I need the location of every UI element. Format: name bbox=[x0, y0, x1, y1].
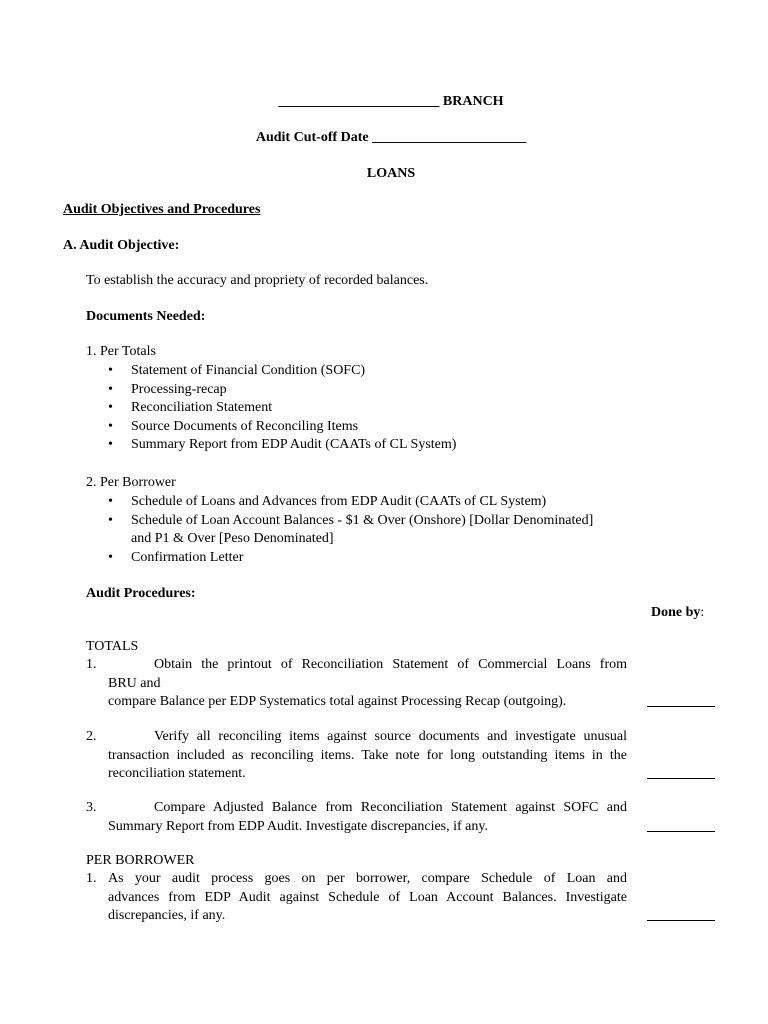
totals-heading: TOTALS bbox=[86, 639, 139, 654]
procedure-line: Verify all reconciling items against source documents and investigate unusual bbox=[154, 729, 627, 744]
procedure-text bbox=[108, 799, 627, 836]
procedures-heading: Audit Procedures: bbox=[86, 586, 196, 601]
documents-heading: Documents Needed: bbox=[86, 309, 206, 324]
bullet-icon: • bbox=[108, 549, 113, 565]
procedure-number: 1. bbox=[86, 871, 97, 886]
list-item bbox=[108, 493, 593, 512]
procedure-line: compare Balance per EDP Systematics total against Processing Recap (outgoing). bbox=[108, 694, 567, 709]
procedure-line: reconciliation statement. bbox=[108, 766, 246, 781]
list-item-text: and P1 & Over [Peso Denominated] bbox=[131, 531, 334, 546]
section-title: Audit Objectives and Procedures bbox=[63, 202, 261, 217]
done-by-signature-line bbox=[647, 920, 715, 921]
list-item-text: Confirmation Letter bbox=[131, 549, 244, 565]
list-item bbox=[108, 512, 593, 531]
done-by-colon: : bbox=[700, 605, 705, 620]
procedure-line: transaction included as reconciling items. Take note for long outstanding items in the bbox=[108, 747, 627, 763]
procedure-number: 2. bbox=[86, 729, 97, 744]
procedure-line: discrepancies, if any. bbox=[108, 908, 226, 923]
done-by-label: Done by bbox=[651, 605, 701, 620]
done-by-signature-line bbox=[647, 831, 715, 832]
audit-cutoff-date-line: Audit Cut-off Date ______________________ bbox=[255, 130, 527, 145]
procedure-number: 1. bbox=[86, 657, 97, 672]
procedure-text bbox=[108, 728, 627, 784]
list-item-continuation bbox=[108, 530, 593, 549]
bullet-icon: • bbox=[108, 494, 113, 509]
list-item-text: Schedule of Loans and Advances from EDP Audit (CAATs of CL System) bbox=[131, 494, 547, 509]
list-item bbox=[108, 549, 593, 568]
document-title: LOANS bbox=[366, 166, 416, 181]
procedure-line: advances from EDP Audit against Schedule of Loan Account Balances. Investigate bbox=[108, 889, 627, 905]
procedure-line: Compare Adjusted Balance from Reconciliation Statement against SOFC and bbox=[154, 800, 627, 815]
procedure-line: Obtain the printout of Reconciliation Statement of Commercial Loans from bbox=[154, 657, 627, 672]
procedure-text bbox=[108, 870, 627, 926]
list-item-text: Schedule of Loan Account Balances - $1 & Over (Onshore) [Dollar Denominated] bbox=[131, 512, 594, 528]
done-by-signature-line bbox=[647, 706, 715, 707]
list-item: • Summary Report from EDP Audit (CAATs of CL System) bbox=[108, 436, 456, 455]
group-per-borrower-title: 2. Per Borrower bbox=[86, 475, 176, 490]
list-item: • Reconciliation Statement bbox=[108, 399, 456, 418]
group-per-totals-title: 1. Per Totals bbox=[86, 344, 156, 359]
list-item: • Statement of Financial Condition (SOFC) bbox=[108, 362, 456, 381]
done-by-header bbox=[651, 604, 704, 623]
objective-text: To establish the accuracy and propriety of recorded balances. bbox=[86, 273, 429, 288]
bullet-icon: • bbox=[108, 512, 113, 528]
list-item: • Source Documents of Reconciling Items bbox=[108, 418, 456, 437]
per-borrower-list bbox=[108, 493, 593, 567]
objective-label: A. Audit Objective: bbox=[63, 238, 180, 253]
procedure-number: 3. bbox=[86, 800, 97, 815]
done-by-signature-line bbox=[647, 778, 715, 779]
list-item: • Processing-recap bbox=[108, 381, 456, 400]
procedure-line: Summary Report from EDP Audit. Investigate discrepancies, if any. bbox=[108, 818, 488, 834]
procedure-line: BRU and bbox=[108, 675, 161, 691]
procedure-text bbox=[108, 656, 627, 712]
per-totals-list bbox=[108, 362, 456, 455]
per-borrower-heading: PER BORROWER bbox=[86, 853, 195, 868]
procedure-line: As your audit process goes on per borrower, compare Schedule of Loan and bbox=[108, 871, 627, 886]
branch-line: _______________________ BRANCH bbox=[278, 94, 504, 109]
